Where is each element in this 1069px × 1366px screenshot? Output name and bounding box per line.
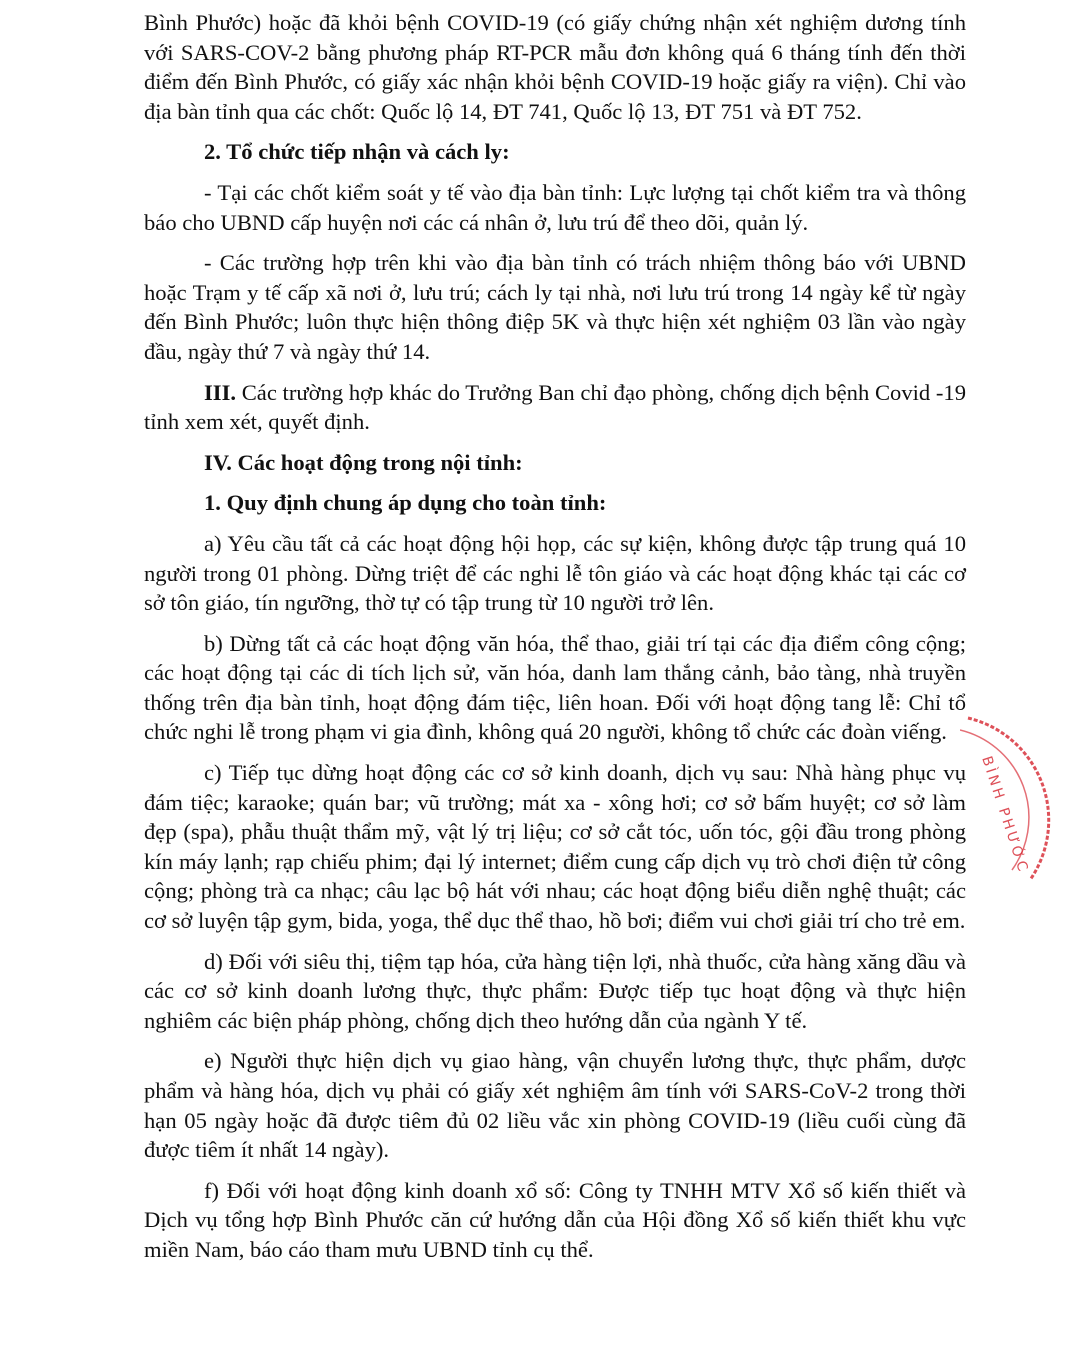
section-III-text: Các trường hợp khác do Trưởng Ban chỉ đạo phòng, chống dịch bệnh Covid -19 tỉnh xem xét, quyết định. (144, 379, 966, 435)
item-a: a) Yêu cầu tất cả các hoạt động hội họp, các sự kiện, không được tập trung quá 10 người trong 01 phòng. Dừng triệt để các nghi lễ tôn giáo và các hoạt động khác tại các cơ sở tôn giáo, tín ngưỡng, thờ tự có tập trung từ 10 người trở lên. (144, 530, 966, 616)
section-IV-1-heading: 1. Quy định chung áp dụng cho toàn tỉnh: (204, 490, 607, 516)
section-2-paragraph-1: - Tại các chốt kiểm soát y tế vào địa bàn tỉnh: Lực lượng tại chốt kiểm tra và thông báo cho UBND cấp huyện nơi các cá nhân ở, lưu trú để theo dõi, quản lý. (144, 179, 966, 235)
section-III-label: III. (204, 379, 237, 405)
document-body (144, 8, 966, 1276)
item-f: f) Đối với hoạt động kinh doanh xổ số: Công ty TNHH MTV Xổ số kiến thiết và Dịch vụ tổng hợp Bình Phước căn cứ hướng dẫn của Hội đồng Xổ số kiến thiết khu vực miền Nam, báo cáo tham mưu UBND tỉnh cụ thể. (144, 1177, 966, 1262)
section-2-heading: 2. Tổ chức tiếp nhận và cách ly: (204, 139, 510, 165)
red-seal-stamp (960, 710, 1060, 900)
seal-text: BÌNH PHƯỚC (978, 754, 1032, 876)
intro-paragraph: Bình Phước) hoặc đã khỏi bệnh COVID-19 (có giấy chứng nhận xét nghiệm dương tính với SARS-COV-2 bằng phương pháp RT-PCR mẫu đơn không quá 6 tháng tính đến thời điểm đến Bình Phước, có giấy xác nhận khỏi bệnh COVID-19 hoặc giấy ra viện). Chỉ vào địa bàn tỉnh qua các chốt: Quốc lộ 14, ĐT 741, Quốc lộ 13, ĐT 751 và ĐT 752. (144, 10, 966, 124)
item-d: d) Đối với siêu thị, tiệm tạp hóa, cửa hàng tiện lợi, nhà thuốc, cửa hàng xăng dầu và các cơ sở kinh doanh lương thực, thực phẩm: Được tiếp tục hoạt động và thực hiện nghiêm các biện pháp phòng, chống dịch theo hướng dẫn của ngành Y tế. (144, 948, 966, 1033)
section-III-paragraph (144, 378, 966, 437)
item-b: b) Dừng tất cả các hoạt động văn hóa, thể thao, giải trí tại các địa điểm công cộng; các hoạt động tại các di tích lịch sử, văn hóa, danh lam thắng cảnh, bảo tàng, nhà truyền thống trên địa bàn tỉnh, hoạt động đám tiệc, liên hoan. Đối với hoạt động tang lễ: Chỉ tổ chức nghi lễ trong phạm vi gia đình, không quá 20 người, không tổ chức các đoàn viếng. (144, 630, 966, 745)
section-2-paragraph-2: - Các trường hợp trên khi vào địa bàn tỉnh có trách nhiệm thông báo với UBND hoặc Trạm y tế cấp xã nơi ở, lưu trú; cách ly tại nhà, nơi lưu trú trong 14 ngày kể từ ngày đến Bình Phước; luôn thực hiện thông điệp 5K và thực hiện xét nghiệm 03 lần vào ngày đầu, ngày thứ 7 và ngày thứ 14. (144, 250, 966, 364)
item-c: c) Tiếp tục dừng hoạt động các cơ sở kinh doanh, dịch vụ sau: Nhà hàng phục vụ đám tiệc; karaoke; quán bar; vũ trường; mát xa - xông hơi; cơ sở bấm huyệt; cơ sở làm đẹp (spa), phẫu thuật thẩm mỹ, vật lý trị liệu; cơ sở cắt tóc, uốn tóc, gội đầu trong phòng kín máy lạnh; rạp chiếu phim; đại lý internet; điểm cung cấp dịch vụ trò chơi điện tử công cộng; phòng trà ca nhạc; câu lạc bộ hát với nhau; các hoạt động biểu diễn nghệ thuật; các cơ sở luyện tập gym, bida, yoga, thể dục thể thao, hồ bơi; điểm vui chơi giải trí cho trẻ em. (144, 760, 966, 934)
section-IV-heading: IV. Các hoạt động trong nội tỉnh: (204, 449, 523, 475)
item-e: e) Người thực hiện dịch vụ giao hàng, vận chuyển lương thực, thực phẩm, dược phẩm và hàng hóa, dịch vụ phải có giấy xét nghiệm âm tính với SARS-CoV-2 trong thời hạn 05 ngày hoặc đã được tiêm đủ 02 liều vắc xin phòng COVID-19 (liều cuối cùng đã được tiêm ít nhất 14 ngày). (144, 1048, 966, 1163)
